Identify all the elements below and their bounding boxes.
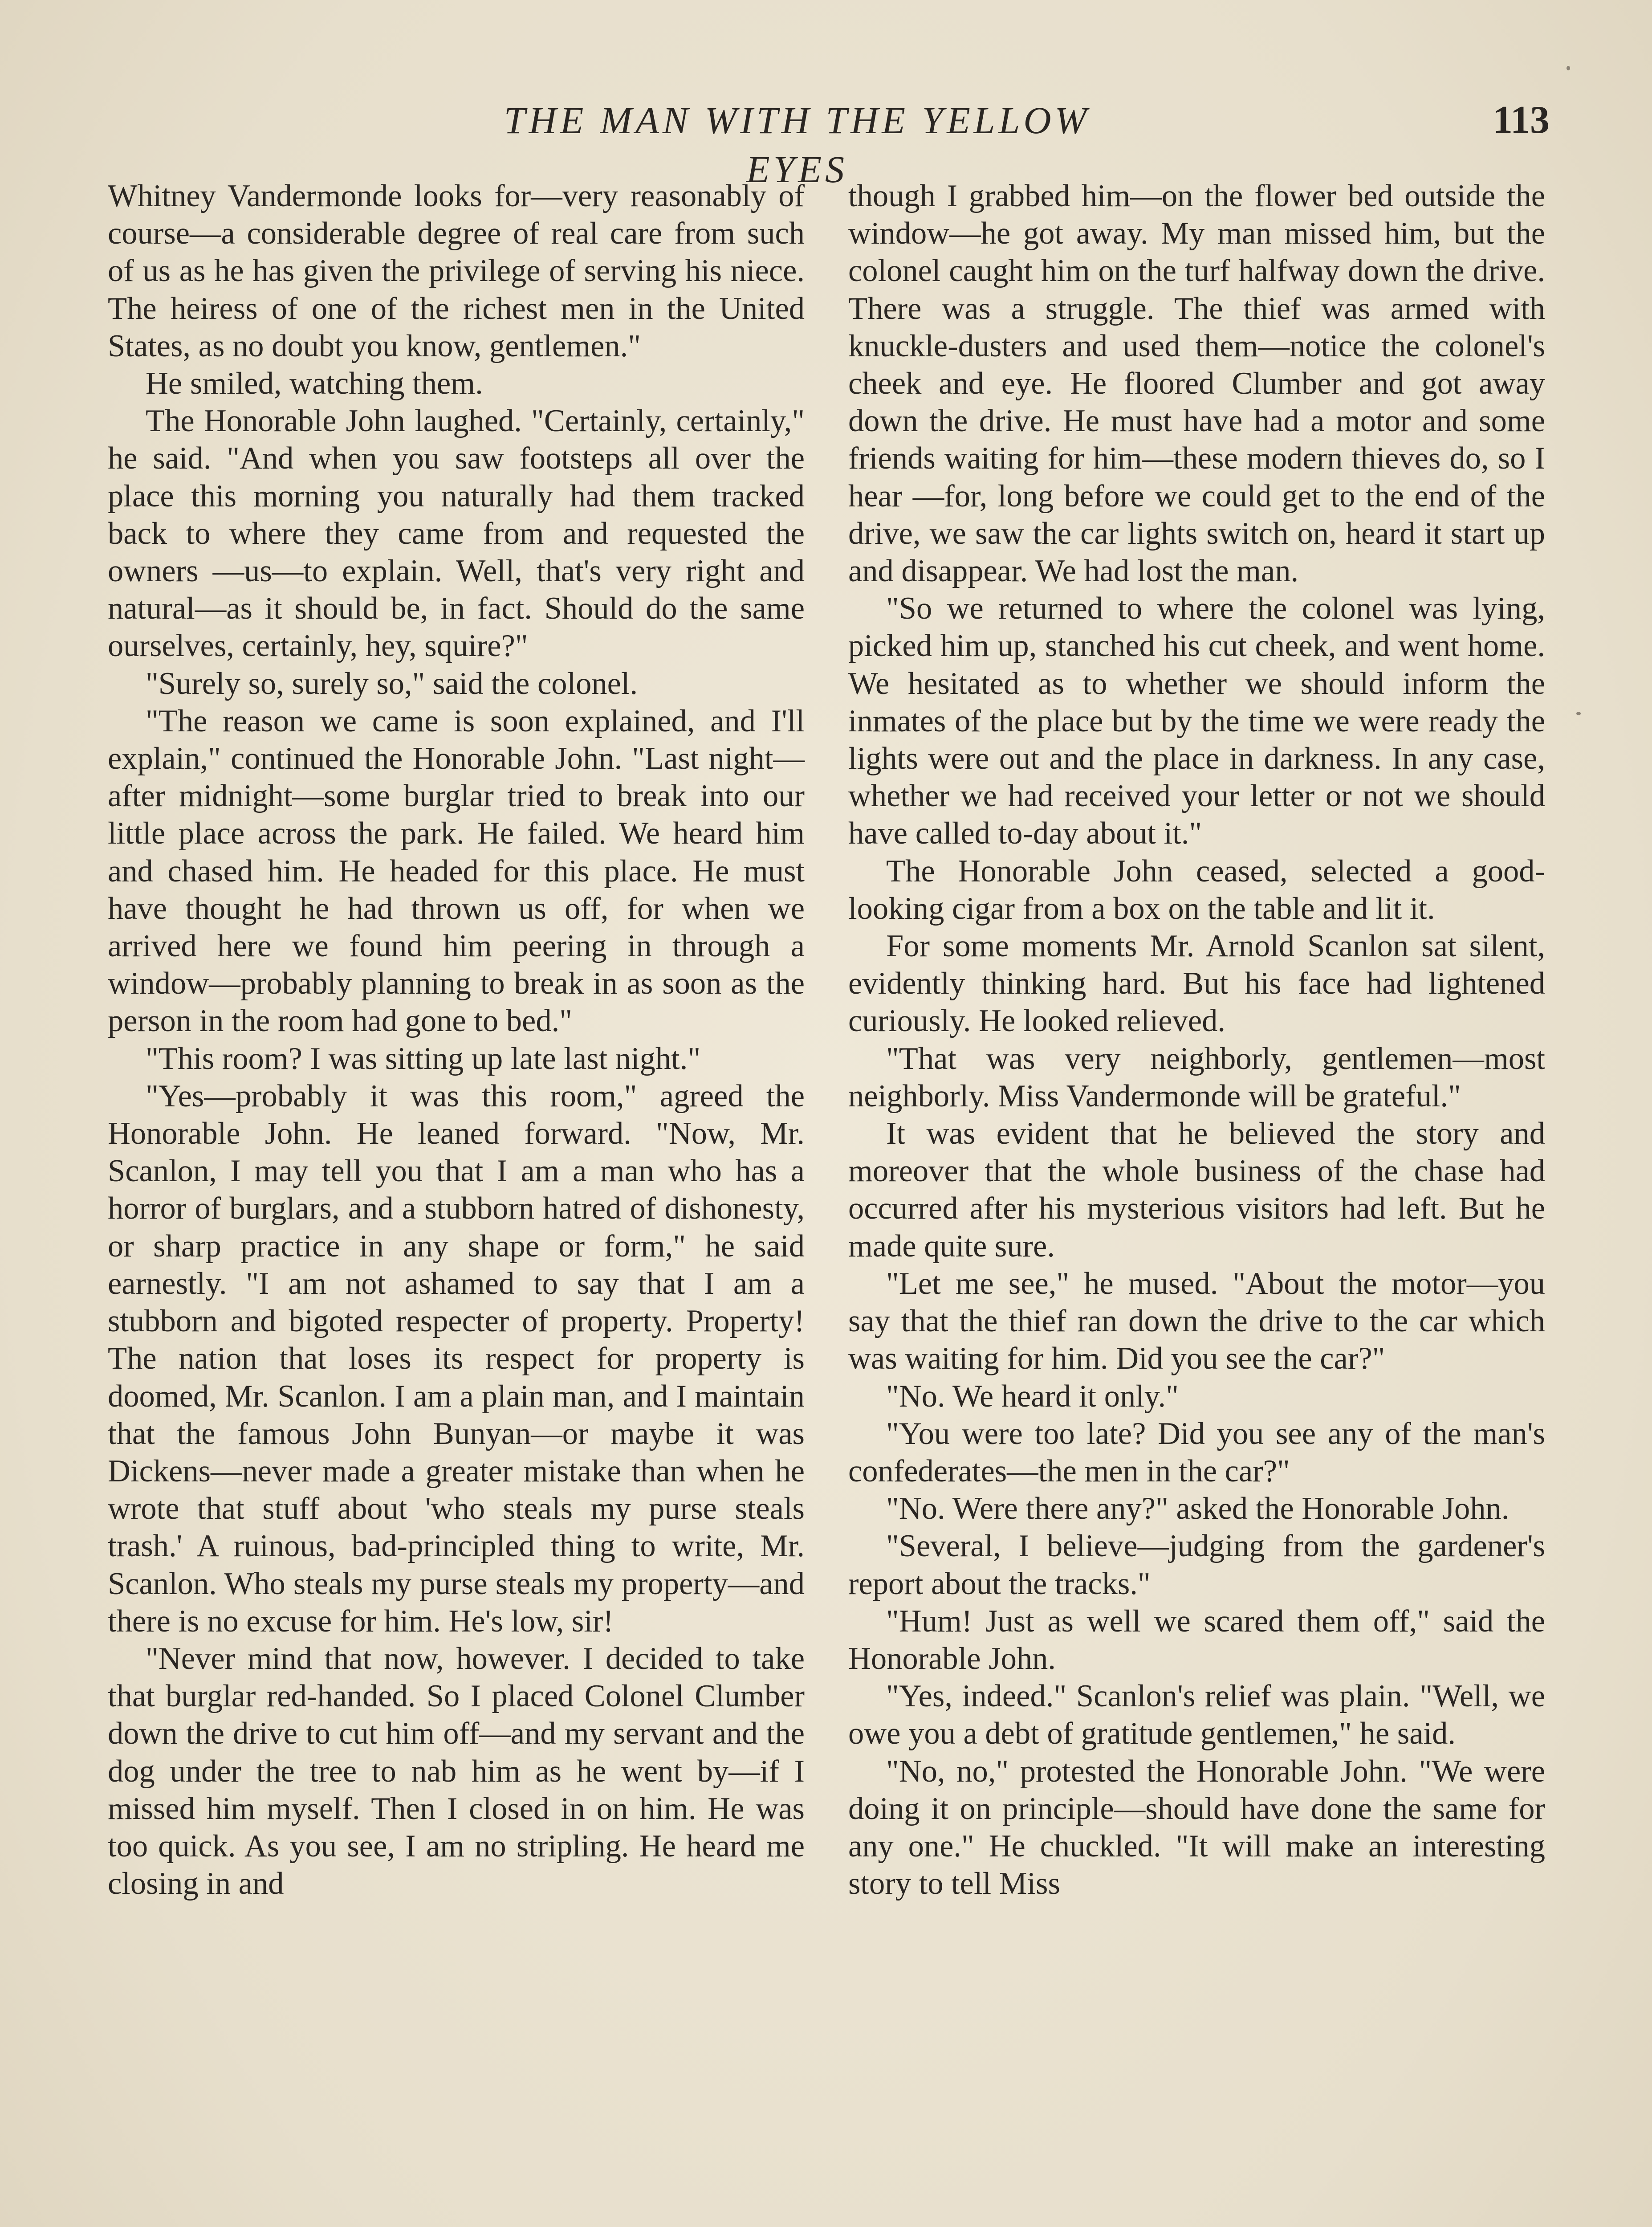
paragraph: "No, no," protested the Honorable John. "We were doing it on principle—should have done the same for any one." He chuckled. "It will make an interesting story to tell Miss [848, 1754, 1545, 1901]
paragraph: For some moments Mr. Arnold Scanlon sat silent, evidently thinking hard. But his face had lightened curiously. He looked relieved. [848, 929, 1545, 1039]
right-text-column [848, 177, 1545, 1902]
paragraph: "No. Were there any?" asked the Honorable John. [886, 1491, 1510, 1526]
paper-speck [1567, 66, 1570, 70]
paragraph: "Surely so, surely so," said the colonel. [146, 666, 638, 701]
paragraph: "Yes, indeed." Scanlon's relief was plain. "Well, we owe you a debt of gratitude gentlemen," he said. [848, 1679, 1545, 1751]
paragraph: He smiled, watching them. [146, 366, 483, 401]
paragraph: though I grabbed him—on the flower bed outside the window—he got away. My man missed him, but the colonel caught him on the turf halfway down the drive. There was a struggle. The thief was armed with knuckle-dusters and used them—notice the colonel's cheek and eye. He floored Clumber and got away down the drive. He must have had a motor and some friends waiting for him—these modern thieves do, so I hear —for, long before we could get to the end of the drive, we saw the car lights switch on, heard it start up and disappear. We had lost the man. [848, 179, 1545, 589]
paragraph: "Let me see," he mused. "About the motor—you say that the thief ran down the drive to the car which was waiting for him. Did you see the car?" [848, 1266, 1545, 1376]
paragraph: "No. We heard it only." [886, 1379, 1179, 1414]
page-number: 113 [1493, 98, 1550, 142]
paragraph: It was evident that he believed the story and moreover that the whole business of the chase had occurred after his mysterious visitors had left. But he made quite sure. [848, 1116, 1545, 1264]
paper-speck [1576, 712, 1581, 715]
paragraph: Whitney Vandermonde looks for—very reasonably of course—a considerable degree of real care from such of us as he has given the privilege of serving his niece. The heiress of one of the richest men in the United States, as no doubt you know, gentlemen." [108, 179, 805, 363]
running-title: THE MAN WITH THE YELLOW EYES [504, 99, 1090, 191]
paragraph: "You were too late? Did you see any of the man's confederates—the men in the car?" [848, 1416, 1545, 1489]
paragraph: "This room? I was sitting up late last night." [146, 1041, 701, 1076]
paragraph: "The reason we came is soon explained, and I'll explain," continued the Honorable John. "Last night—after midnight—some burglar tried to break into our little place across the park. He failed. We heard him and chased him. He headed for this place. He must have thought he had thrown us off, for when we arrived here we found him peering in through a window—probably planning to break in as soon as the person in the room had gone to bed." [108, 703, 805, 1039]
paragraph: "Hum! Just as well we scared them off," said the Honorable John. [848, 1603, 1545, 1676]
paragraph: The Honorable John laughed. "Certainly, certainly," he said. "And when you saw footsteps all over the place this morning you naturally had them tracked back to where they came from and requested the owners —us—to explain. Well, that's very right and natural—as it should be, in fact. Should do the same ourselves, certainly, hey, squire?" [108, 404, 805, 664]
paragraph: "So we returned to where the colonel was lying, picked him up, stanched his cut cheek, and went home. We hesitated as to whether we should inform the inmates of the place but by the time we were ready the lights were out and the place in darkness. In any case, whether we had received your letter or not we should have called to-day about it." [848, 591, 1545, 851]
page-header [107, 96, 1550, 191]
paragraph: "Yes—probably it was this room," agreed the Honorable John. He leaned forward. "Now, Mr. Scanlon, I may tell you that I am a man who has a horror of burglars, and a stubborn hatred of dishonesty, or sharp practice in any shape or form," he said earnestly. "I am not ashamed to say that I am a stubborn and bigoted respecter of property. Property! The nation that loses its respect for property is doomed, Mr. Scanlon. I am a plain man, and I maintain that the famous John Bunyan—or maybe it was Dickens—never made a greater mistake than when he wrote that stuff about 'who steals my purse steals trash.' A ruinous, bad-principled thing to write, Mr. Scanlon. Who steals my purse steals my property—and there is no excuse for him. He's low, sir! [108, 1078, 805, 1639]
left-text-column [108, 177, 805, 1902]
paragraph: "Never mind that now, however. I decided to take that burglar red-handed. So I placed Colonel Clumber down the drive to cut him off—and my servant and the dog under the tree to nab him as he went by—if I missed him myself. Then I closed in on him. He was too quick. As you see, I am no stripling. He heard me closing in and [108, 1641, 805, 1901]
paragraph: "Several, I believe—judging from the gardener's report about the tracks." [848, 1529, 1545, 1601]
paragraph: "That was very neighborly, gentlemen—most neighborly. Miss Vandermonde will be grateful." [848, 1041, 1545, 1114]
paragraph: The Honorable John ceased, selected a good-looking cigar from a box on the table and lit it. [848, 853, 1545, 926]
